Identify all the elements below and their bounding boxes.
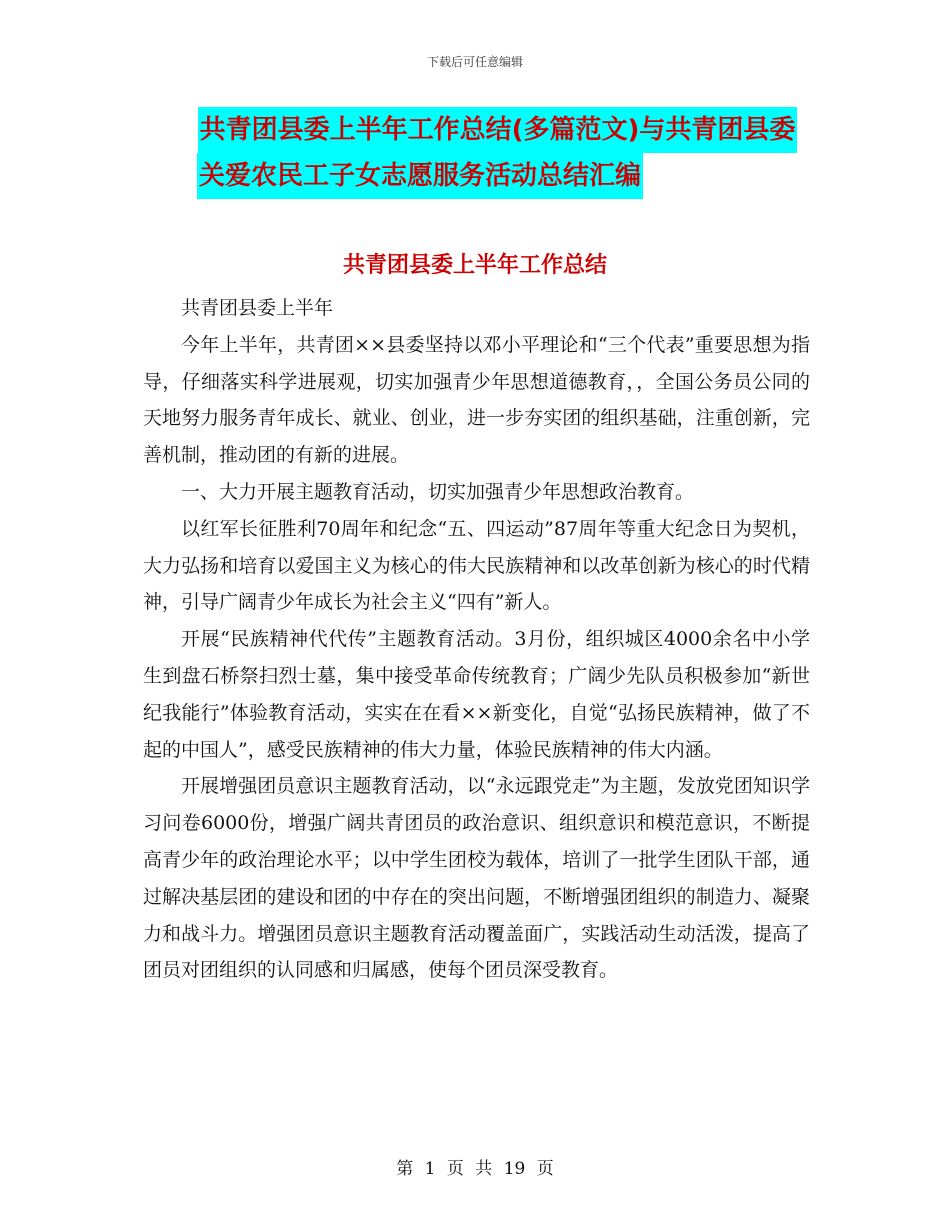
- footer-page-word: 页: [446, 1159, 464, 1179]
- current-page-number: 1: [424, 1159, 436, 1179]
- section-title: 共青团县委上半年工作总结: [342, 253, 607, 278]
- title-line-2: 关爱农民工子女志愿服务活动总结汇编: [197, 153, 643, 199]
- page-footer: [0, 1154, 950, 1179]
- document-title: [0, 107, 950, 199]
- title-line-1: 共青团县委上半年工作总结(多篇范文)与共青团县委: [198, 107, 798, 153]
- total-pages-number: 19: [503, 1159, 526, 1179]
- paragraph: 一、大力开展主题教育活动，切实加强青少年思想政治教育。: [181, 480, 695, 503]
- footer-suffix: 页: [536, 1159, 554, 1179]
- paragraph: 共青团县委上半年: [181, 297, 334, 319]
- paragraph: 开展增强团员意识主题教育活动，以“永远跟党走”为主题，发放党团知识学习问卷6000份，增强广阔共青团员的政治意识、组织意识和模范意识，不断提高青少年的政治理论水平；以中学生团校为载体，培训了一批学生团队干部，通过解决基层团的建设和团的中存在的突出问题，不断增强团组织的制造力、凝聚力和战斗力。增强团员意识主题教育活动覆盖面广，实践活动生动活泼，提高了团员对团组织的认同感和归属感，使每个团员深受教育。: [143, 775, 810, 982]
- paragraph: 今年上半年，共青团××县委坚持以邓小平理论和“三个代表”重要思想为指导，仔细落实科学进展观，切实加强青少年思想道德教育，，全国公务员公同的天地努力服务青年成长、就业、创业，进一步夯实团的组织基础，注重创新，完善机制，推动团的有新的进展。: [143, 333, 810, 467]
- footer-prefix: 第: [396, 1159, 414, 1179]
- footer-total-word: 共: [475, 1159, 493, 1179]
- paragraph: 开展“民族精神代代传”主题教育活动。3月份，组织城区4000余名中小学生到盘石桥祭扫烈士墓，集中接受革命传统教育；广阔少先队员积极参加“新世纪我能行”体验教育活动，实实在在看××新变化，自觉“弘扬民族精神，做了不起的中国人”，感受民族精神的伟大力量，体验民族精神的伟大内涵。: [143, 628, 810, 761]
- header-note: 下载后可任意编辑: [426, 55, 523, 69]
- document-body: [143, 290, 810, 989]
- paragraph: 以红军长征胜利70周年和纪念“五、四运动”87周年等重大纪念日为契机，大力弘扬和培育以爱国主义为核心的伟大民族精神和以改革创新为核心的时代精神，引导广阔青少年成长为社会主义“四有”新人。: [143, 517, 810, 614]
